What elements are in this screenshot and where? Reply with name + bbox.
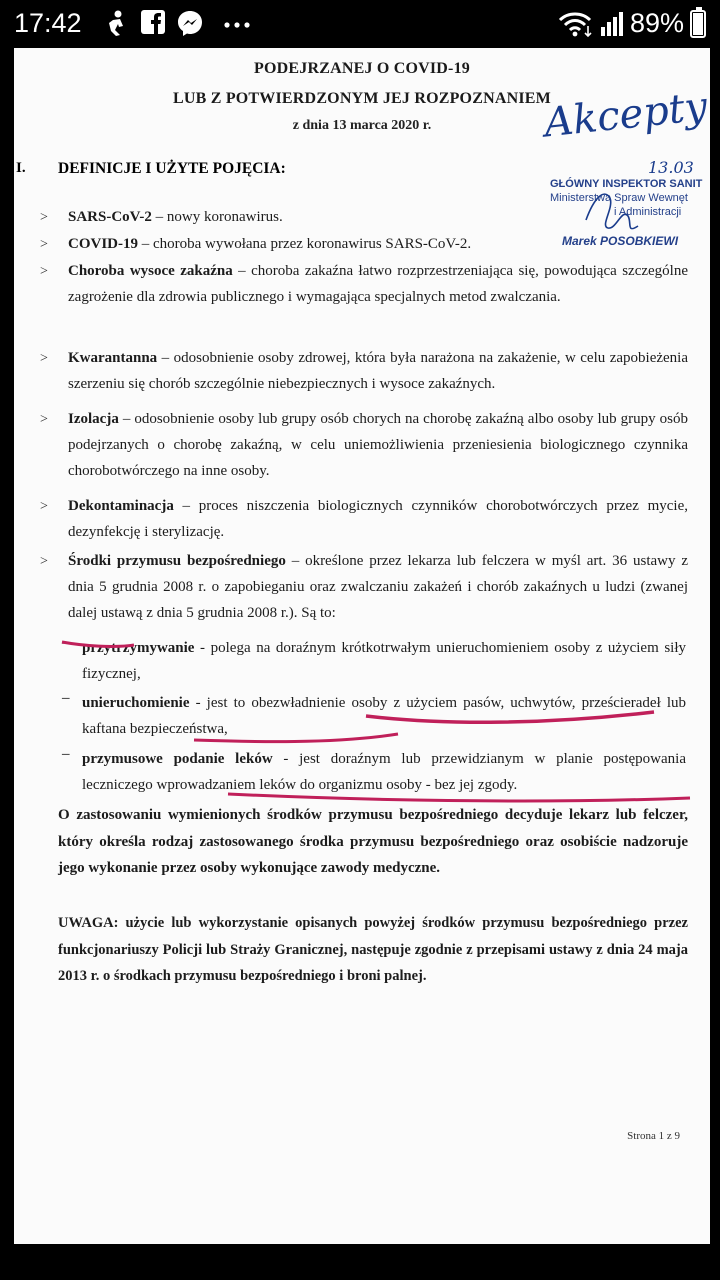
facebook-icon xyxy=(140,9,166,35)
messenger-icon xyxy=(176,9,204,37)
stamp-line2: Ministerstwa Spraw Wewnęt xyxy=(550,192,688,204)
doc-header-line1: PODEJRZANEJ O COVID-19 xyxy=(254,60,470,77)
document-page xyxy=(14,48,710,1244)
definition-text: – proces niszczenia biologicznych czynników chorobotwórczych przez mycie, dezynfekcję i sterylizację. xyxy=(68,498,688,540)
sub-item-text: - jest to obezwładnienie osoby z użyciem pasów, uchwytów, prześcieradeł lub kaftana bezpieczeństwa, xyxy=(82,695,686,737)
bullet-marker: > xyxy=(40,351,48,366)
sub-item-term: przymusowe podanie leków xyxy=(82,751,273,767)
definition-term: Izolacja xyxy=(68,411,119,427)
person-run-icon xyxy=(104,9,128,37)
definition-text: – odosobnienie osoby lub grupy osób chorych na chorobę zakaźną albo osoby lub grupy osób podejrzanych o chorobę zakaźną, w celu uniemożliwienia przeniesienia biologicznego czynnika chorobotwórczego na inne osoby. xyxy=(68,411,688,479)
bullet-marker: > xyxy=(40,264,48,279)
stamp-name: Marek POSOBKIEWI xyxy=(562,234,679,248)
dash-marker: – xyxy=(62,746,70,762)
page-number: Strona 1 z 9 xyxy=(627,1130,680,1142)
sub-item-term: przytrzymywanie xyxy=(82,640,195,656)
battery-icon xyxy=(690,10,706,38)
definition-item xyxy=(68,493,688,545)
definition-item xyxy=(68,204,688,230)
definition-item xyxy=(68,345,688,397)
battery-percent: 89% xyxy=(629,8,684,38)
status-bar xyxy=(0,0,720,48)
definition-item xyxy=(68,406,688,484)
dash-marker: – xyxy=(62,635,70,651)
section-title: DEFINICJE I UŻYTE POJĘCIA: xyxy=(58,160,286,177)
definition-text: – choroba zakaźna łatwo rozprzestrzeniająca się, powodująca szczególne zagrożenie dla zdrowia publicznego i wymagająca specjalnych metod zwalczania. xyxy=(68,263,688,305)
bullet-marker: > xyxy=(40,412,48,427)
section-number: I. xyxy=(16,160,26,176)
sub-item-term: unieruchomienie xyxy=(82,695,190,711)
bullet-marker: > xyxy=(40,499,48,514)
doc-date: z dnia 13 marca 2020 r. xyxy=(292,118,432,133)
definition-term: COVID-19 xyxy=(68,236,138,252)
handwritten-date: 13.03 xyxy=(648,158,694,177)
sub-item-text: - polega na doraźnym krótkotrwałym unieruchomieniem osoby z użyciem siły fizycznej, xyxy=(82,640,686,682)
more-icon xyxy=(222,9,252,37)
sub-item xyxy=(82,690,686,742)
bullet-marker: > xyxy=(40,554,48,569)
definition-term: Choroba wysoce zakaźna xyxy=(68,263,233,279)
definition-text: – nowy koronawirus. xyxy=(151,209,283,225)
stamp-line3: i Administracji xyxy=(614,206,682,218)
definition-item xyxy=(68,548,688,626)
decision-paragraph: O zastosowaniu wymienionych środków przymusu bezpośredniego decyduje lekarz lub felczer, który określa rodzaj zastosowanego środka przymusu bezpośredniego oraz osobiście nadzoruje jego wykonanie przez osoby wykonujące zawody medyczne. xyxy=(58,807,688,876)
definition-term: Dekontaminacja xyxy=(68,498,174,514)
bottom-bar xyxy=(0,1244,720,1280)
definition-term: Środki przymusu bezpośredniego xyxy=(68,553,286,569)
stamp-line1: GŁÓWNY INSPEKTOR SANIT xyxy=(550,178,703,190)
bullet-marker: > xyxy=(40,210,48,225)
status-right xyxy=(558,8,706,39)
sub-item xyxy=(82,635,686,687)
sub-item-text: - jest doraźnym lub przewidzianym w planie postępowania leczniczego wprowadzaniem leków do organizmu osoby - bez jej zgody. xyxy=(82,751,686,793)
signal-icon xyxy=(600,11,624,37)
definition-text: – choroba wywołana przez koronawirus SARS-CoV-2. xyxy=(138,236,472,252)
note-paragraph: UWAGA: użycie lub wykorzystanie opisanych powyżej środków przymusu bezpośredniego przez funkcjonariuszy Policji lub Straży Granicznej, następuje zgodnie z przepisami ustawy z dnia 24 maja 2013 r. o środkach przymusu bezpośredniego i broni palnej. xyxy=(58,915,688,984)
definition-item xyxy=(68,258,688,310)
definition-term: SARS-CoV-2 xyxy=(68,209,152,225)
dash-marker: – xyxy=(62,690,70,706)
definition-text: – odosobnienie osoby zdrowej, która była narażona na zakażenie, w celu zapobieżenia szerzeniu się chorób szczególnie niebezpiecznych i wysoce zakaźnych. xyxy=(68,350,688,392)
wifi-icon xyxy=(558,10,594,38)
doc-header-line2: LUB Z POTWIERDZONYM JEJ ROZPOZNANIEM xyxy=(173,90,551,107)
sub-item xyxy=(82,746,686,798)
definition-text: – określone przez lekarza lub felczera w myśl art. 36 ustawy z dnia 5 grudnia 2008 r. o zapobieganiu oraz zwalczaniu zakażeń i chorób zakaźnych u ludzi (zwanej dalej ustawą z dnia 5 grudnia 2008 r.). Są to: xyxy=(68,553,688,621)
definition-term: Kwarantanna xyxy=(68,350,158,366)
handwritten-acceptance: Akcepty xyxy=(542,83,710,147)
clock: 17:42 xyxy=(14,8,82,38)
bullet-marker: > xyxy=(40,237,48,252)
